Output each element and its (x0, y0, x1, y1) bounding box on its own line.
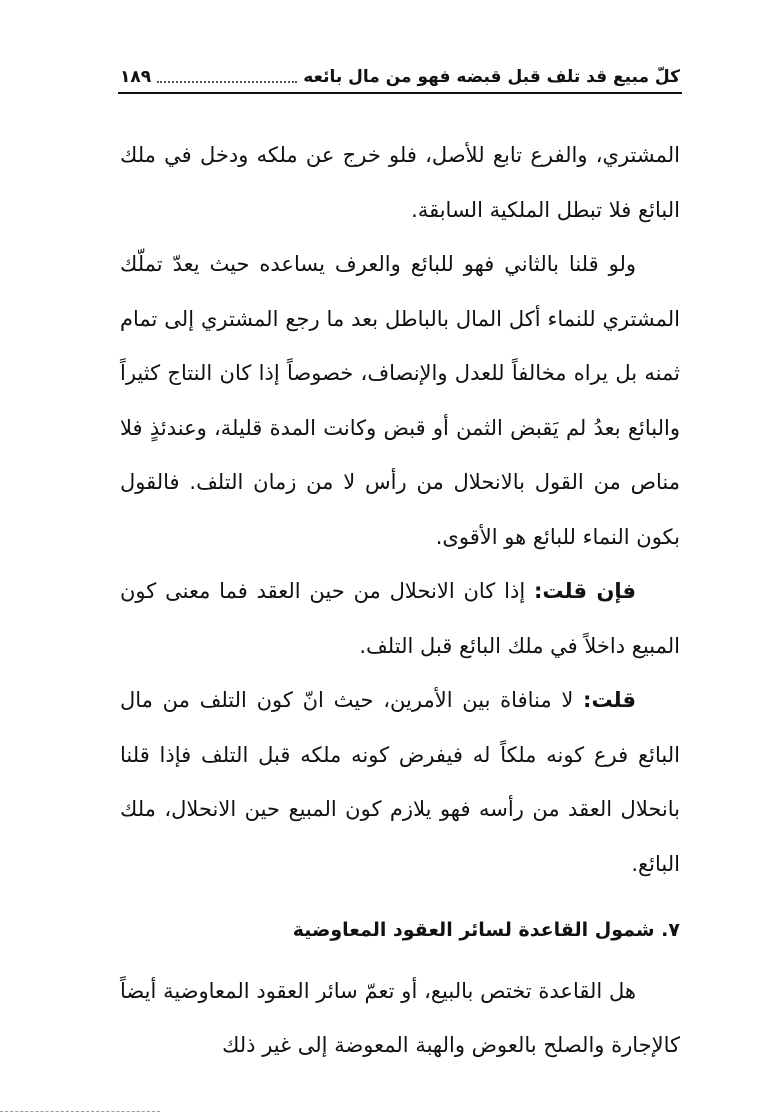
paragraph-reply (120, 673, 680, 891)
paragraph-text: لا منافاة بين الأمرين، حيث انّ كون التلف من مال البائع فرع كونه ملكاً له فيفرض كونه ملكه قبل التلف فإذا قلنا بانحلال العقد من رأسه فهو يلازم كون المبيع حين الانحلال، ملك البائع. (120, 688, 680, 876)
reply-lead: قلت: (583, 688, 636, 712)
paragraph-second-view (120, 237, 680, 564)
header-dot-leader (157, 81, 297, 83)
paragraph-objection (120, 564, 680, 673)
paragraph-text: ولو قلنا بالثاني فهو للبائع والعرف يساعده حيث يعدّ تملّك المشتري للنماء أكل المال بالباطل بعد ما رجع المشتري إلى تمام ثمنه بل يراه مخالفاً للعدل والإنصاف، خصوصاً إذا كان النتاج كثيراً والبائع بعدُ لم يَقبض الثمن أو قبض وكانت المدة قليلة، وعندئذٍ فلا مناص من القول بالانحلال من رأس لا من زمان التلف. فالقول بكون النماء للبائع هو الأقوى. (120, 252, 680, 549)
paragraph-text: هل القاعدة تختص بالبيع، أو تعمّ سائر العقود المعاوضية أيضاً كالإجارة والصلح بالعوض والهبة المعوضة إلى غير ذلك (120, 978, 680, 1057)
paragraph-text: إذا كان الانحلال من حين العقد فما معنى كون المبيع داخلاً في ملك البائع قبل التلف. (120, 579, 680, 658)
section-heading: ٧. شمول القاعدة لسائر العقود المعاوضية (292, 919, 680, 941)
section-paragraph (120, 964, 680, 1073)
objection-lead: فإن قلت: (534, 579, 637, 603)
body-text (120, 128, 680, 1073)
scan-edge-rule (0, 1111, 160, 1112)
running-header (120, 56, 680, 90)
running-header-title: كلّ مبيع قد تلف قبل قبضه فهو من مال بائعه (303, 67, 680, 87)
paragraph-text: المشتري، والفرع تابع للأصل، فلو خرج عن ملكه ودخل في ملك البائع فلا تبطل الملكية السابقة. (120, 143, 680, 222)
paragraph-continuation (120, 128, 680, 237)
header-rule (118, 92, 682, 94)
page-number: ١٨٩ (120, 67, 152, 87)
